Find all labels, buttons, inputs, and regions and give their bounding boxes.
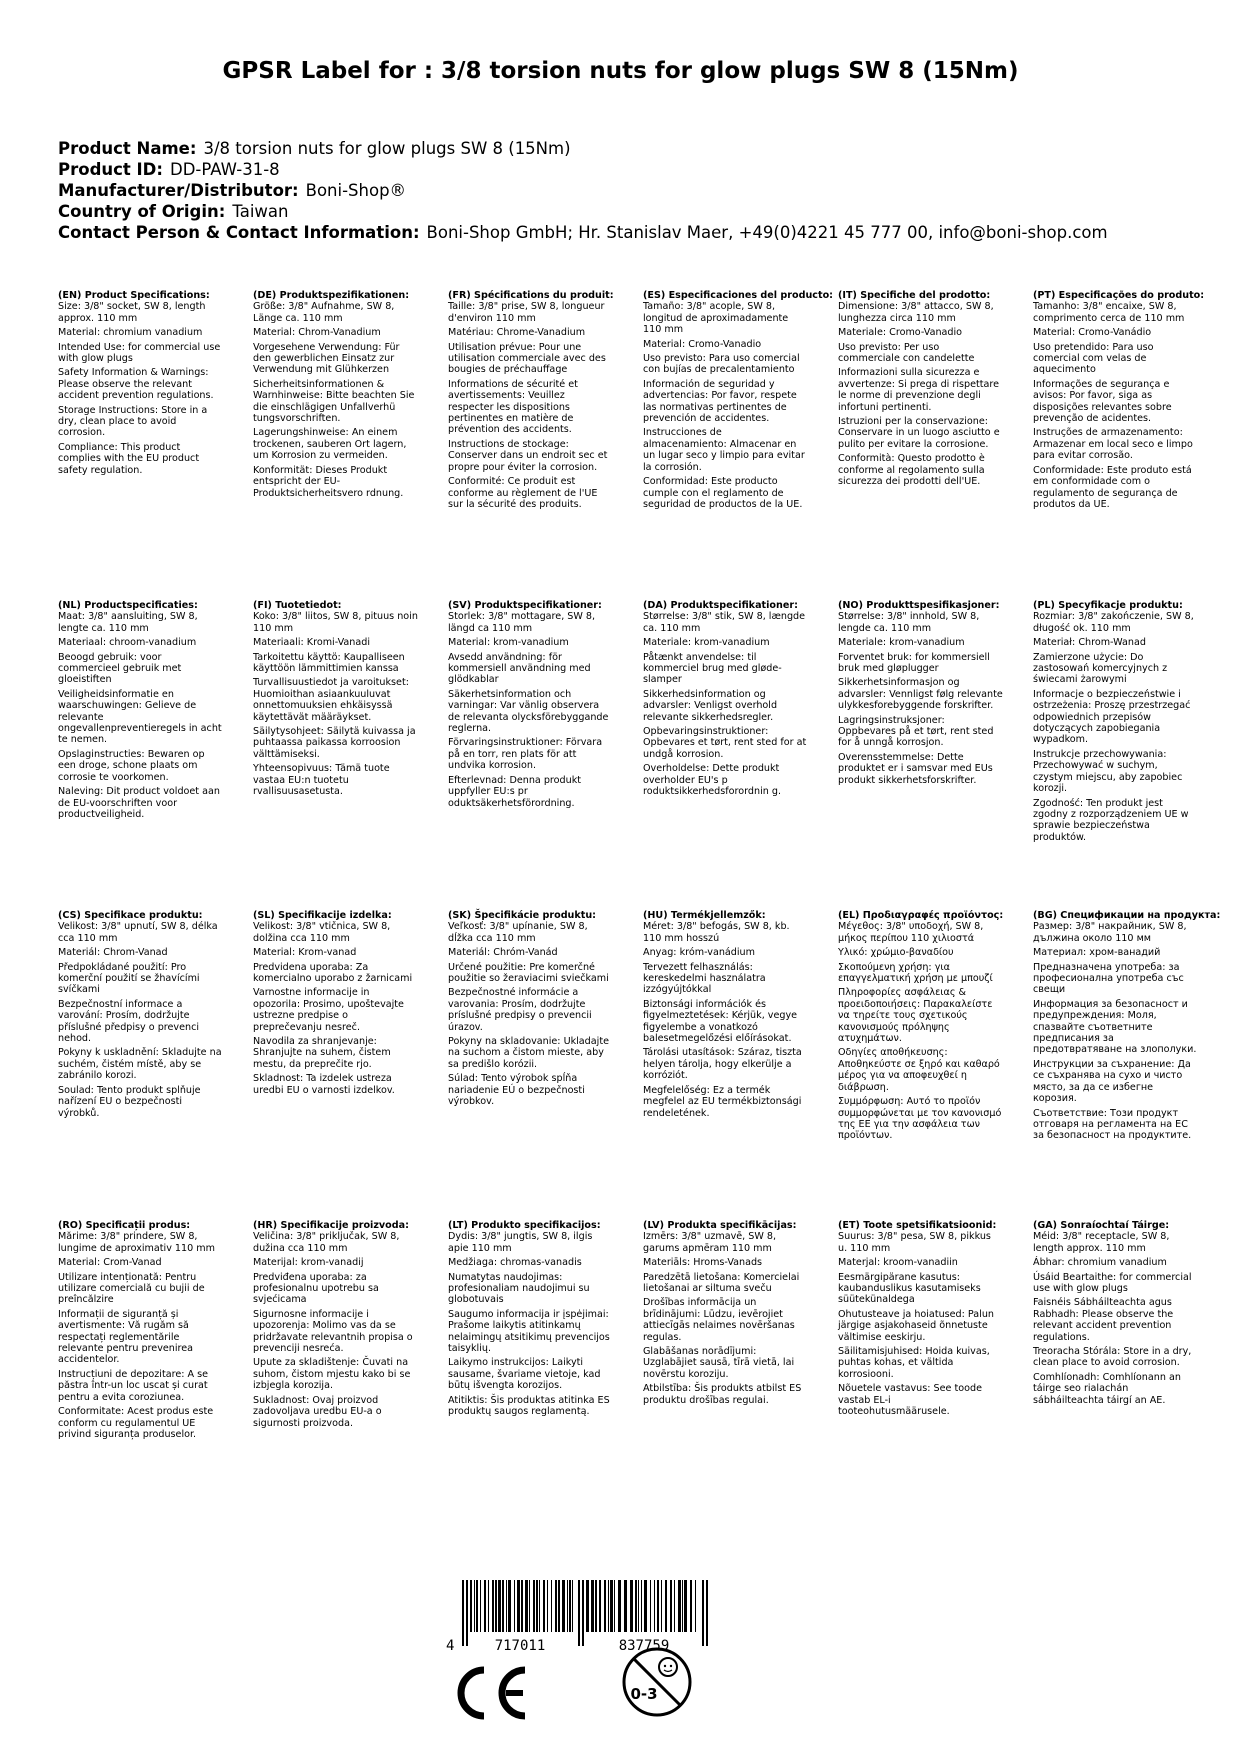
barcode-bar [466, 1580, 468, 1646]
spec-paragraph: Utilizare intenționată: Pentru utilizare comercială cu bujii de preîncălzire [58, 1271, 205, 1306]
barcode-bar [650, 1580, 651, 1632]
spec-paragraph: Turvallisuustiedot ja varoitukset: Huomioithan asiaankuuluvat onnettomuuksien ehkäisyssä käytettävät määräykset. [253, 677, 409, 723]
spec-heading: (HU) Termékjellemzők: [643, 910, 766, 921]
info-value: Boni-Shop GmbH; Hr. Stanislav Maer, +49(0)4221 45 777 00, info@boni-shop.com [426, 223, 1108, 242]
spec-paragraph: Μέγεθος: 3/8" υποδοχή, SW 8, μήκος περίπου 110 χιλιοστά [838, 921, 984, 944]
spec-heading: (FR) Spécifications du produit: [448, 290, 614, 301]
spec-paragraph: Matériau: Chrome-Vanadium [448, 327, 586, 339]
spec-paragraph: Istruzioni per la conservazione: Conservare in un luogo asciutto e pulito per evitare la corrosione. [838, 416, 1000, 450]
info-value: Boni-Shop® [305, 181, 407, 200]
barcode-bar [614, 1580, 615, 1632]
spec-paragraph: Materiale: krom-vanadium [643, 637, 770, 649]
barcode-bar [539, 1580, 540, 1632]
spec-heading: (CS) Specifikace produktu: [58, 910, 203, 921]
spec-paragraph: Materijal: krom-vanadij [253, 1257, 364, 1269]
spec-paragraph: Soulad: Tento produkt splňuje nařízení EU o bezpečnosti výrobků. [58, 1084, 201, 1119]
spec-paragraph: Veľkosť: 3/8" upínanie, SW 8, dĺžka cca 110 mm [448, 921, 588, 944]
spec-paragraph: Material: Cromo-Vanadio [643, 338, 762, 350]
spec-paragraph: Veiligheidsinformatie en waarschuwingen: Gelieve de relevante ongevallenpreventieregels in acht te nemen. [58, 688, 222, 746]
spec-paragraph: Påtænkt anvendelse: til kommerciel brug med glødeslamper [643, 651, 782, 686]
spec-paragraph: Utilisation prévue: Pour une utilisation commerciale avec des bougies de préchauffage [448, 341, 606, 376]
info-row-product-name [58, 138, 1108, 159]
spec-paragraph: Zgodność: Ten produkt jest zgodny z rozporządzeniem UE w sprawie bezpieczeństwa produktów. [1033, 797, 1189, 843]
spec-paragraph: Predviđena uporaba: za profesionalnu upotrebu sa svjećicama [253, 1271, 379, 1306]
spec-column [643, 910, 808, 1122]
spec-paragraph: Atbilstība: Šis produkts atbilst ES produktu drošības regulai. [643, 1383, 802, 1406]
barcode-bar [678, 1580, 681, 1632]
spec-paragraph: Instrucțiuni de depozitare: A se păstra într-un loc uscat și curat pentru a evita coroziunea. [58, 1368, 209, 1403]
spec-column [448, 600, 613, 812]
barcode-bar [480, 1580, 481, 1632]
barcode-bar [551, 1580, 552, 1632]
spec-paragraph: Material: krom-vanadium [448, 637, 569, 649]
spec-column [448, 1220, 613, 1421]
spec-paragraph: Lagringsinstruksjoner: Oppbevares på et tørt, rent sted for å unngå korrosjon. [838, 714, 994, 749]
barcode-bar [661, 1580, 662, 1632]
spec-paragraph: Tarkoitettu käyttö: Kaupalliseen käyttöön lämmittimien kanssa [253, 651, 405, 675]
spec-paragraph: Biztonsági információk és figyelmeztetések: Kérjük, vegye figyelembe a vonatkozó balesetmegelőzési előírásokat. [643, 998, 798, 1045]
barcode-bar [547, 1580, 548, 1632]
spec-paragraph: Información de seguridad y advertencias: Por favor, respete las normativas pertinentes de prevención de accidentes. [643, 378, 797, 425]
barcode-bar [492, 1580, 494, 1632]
barcode-bar [569, 1580, 571, 1632]
spec-paragraph: Uso previsto: Para uso comercial con bujías de precalentamiento [643, 353, 800, 376]
spec-paragraph: Tervezett felhasználás: kereskedelmi használatra izzógyújtókkal [643, 961, 766, 996]
spec-paragraph: Conformidade: Este produto está em conformidade com o regulamento de segurança de produtos da UE. [1033, 464, 1192, 510]
spec-paragraph: Mărime: 3/8" prindere, SW 8, lungime de aproximativ 110 mm [58, 1231, 215, 1254]
barcode-bar [506, 1580, 507, 1632]
spec-paragraph: Materjal: kroom-vanadiin [838, 1257, 958, 1269]
spec-paragraph: Предназначена употреба: за професионална употреба със свещи [1033, 961, 1184, 996]
spec-paragraph: Material: Crom-Vanad [58, 1257, 162, 1269]
spec-column [253, 600, 418, 801]
spec-paragraph: Méret: 3/8" befogás, SW 8, kb. 110 mm hosszú [643, 921, 790, 944]
spec-paragraph: Bezpečnostní informace a varování: Prosím, dodržujte příslušné předpisy o prevenci nehod. [58, 998, 200, 1045]
spec-heading: (SV) Produktspecifikationer: [448, 600, 602, 611]
spec-paragraph: Drošības informācija un brīdinājumi: Lūdzu, ievērojiet attiecīgās nelaimes novēršanas regulas. [643, 1297, 795, 1343]
spec-column [838, 290, 1003, 491]
barcode-bar [488, 1580, 489, 1632]
spec-paragraph: Sukladnost: Ovaj proizvod zadovoljava uredbu EU-a o sigurnosti proizvoda. [253, 1394, 382, 1429]
barcode-bar [529, 1580, 530, 1632]
spec-heading: (SK) Špecifikácie produktu: [448, 910, 597, 921]
spec-heading: (PT) Especificações do produto: [1033, 290, 1205, 301]
info-value: DD-PAW-31-8 [169, 160, 280, 179]
barcode-bar [670, 1580, 672, 1632]
spec-paragraph: Forventet bruk: for kommersiell bruk med gløplugger [838, 651, 990, 675]
barcode-bar [508, 1580, 511, 1632]
spec-paragraph: Úsáid Beartaithe: for commercial use with glow plugs [1033, 1271, 1192, 1295]
barcode-bar [495, 1580, 497, 1632]
barcode-bar [582, 1580, 584, 1646]
spec-paragraph: Vorgesehene Verwendung: Für den gewerblichen Einsatz zur Verwendung mit Glühkerzen [253, 341, 400, 376]
info-label: Product ID: [58, 160, 163, 179]
barcode-bar [702, 1580, 704, 1646]
spec-paragraph: Overholdelse: Dette produkt overholder EU's p roduktsikkerhedsforordnin g. [643, 763, 782, 798]
barcode-bar [604, 1580, 606, 1632]
spec-paragraph: Atitiktis: Šis produktas atitinka ES produktų saugos reglamentą. [448, 1394, 610, 1418]
barcode-bar [595, 1580, 597, 1632]
spec-paragraph: Numatytas naudojimas: profesionaliam naudojimui su globotuvais [448, 1271, 590, 1306]
barcode-bar [543, 1580, 545, 1632]
barcode-bar [533, 1580, 535, 1632]
barcode-bar [610, 1580, 613, 1632]
spec-paragraph: Conformité: Ce produit est conforme au règlement de l'UE sur la sécurité des produits. [448, 476, 598, 510]
spec-paragraph: Material: Chrom-Vanadium [253, 327, 381, 339]
spec-paragraph: Velikost: 3/8" upnutí, SW 8, délka cca 110 mm [58, 921, 218, 944]
spec-paragraph: Beoogd gebruik: voor commercieel gebruik met gloeistiften [58, 651, 182, 686]
spec-paragraph: Sigurnosne informacije i upozorenja: Molimo vas da se pridržavate relevantnih propisa o prevenciji nesreća. [253, 1308, 413, 1355]
spec-column [1033, 600, 1198, 846]
spec-paragraph: Säilitamisjuhised: Hoida kuivas, puhtas kohas, et vältida korrosiooni. [838, 1346, 990, 1380]
spec-paragraph: Ohutusteave ja hoiatused: Palun järgige asjakohaseid õnnetuste vältimise eeskirju. [838, 1308, 994, 1343]
spec-paragraph: Varnostne informacije in opozorila: Prosimo, upoštevajte ustrezne predpise o preprečevanju nesreč. [253, 987, 404, 1033]
spec-column [58, 290, 223, 479]
spec-paragraph: Laikymo instrukcijos: Laikyti sausame, švariame vietoje, kad būtų išvengta korozijos. [448, 1357, 601, 1392]
spec-heading: (LV) Produkta specifikācijas: [643, 1220, 797, 1231]
spec-column [253, 1220, 418, 1432]
spec-paragraph: Συμμόρφωση: Αυτό το προϊόν συμμορφώνεται με τον κανονισμό της ΕΕ για την ασφάλεια των προϊόντων. [838, 1096, 1002, 1142]
spec-column [448, 910, 613, 1111]
spec-paragraph: Medžiaga: chromas-vanadis [448, 1257, 582, 1269]
barcode-bar [599, 1580, 601, 1632]
info-row-manufacturer [58, 180, 1108, 201]
spec-column [1033, 910, 1221, 1145]
age-label: 0-3 [630, 1685, 658, 1703]
spec-paragraph: Súlad: Tento výrobok spĺňa nariadenie EÚ o bezpečnosti výrobkov. [448, 1073, 585, 1108]
page-title: GPSR Label for : 3/8 torsion nuts for glow plugs SW 8 (15Nm) [222, 58, 1019, 84]
spec-grid [58, 290, 1238, 1530]
barcode-bar [682, 1580, 683, 1632]
spec-paragraph: Πληροφορίες ασφάλειας & προειδοποιήσεις: Παρακαλείστε να τηρείτε τους σχετικούς κανονισμούς πρόληψης ατυχημάτων. [838, 987, 993, 1045]
barcode-bar [555, 1580, 557, 1632]
spec-column [253, 910, 418, 1099]
spec-paragraph: Intended Use: for commercial use with glow plugs [58, 341, 221, 365]
ce-mark-icon [450, 1664, 532, 1722]
spec-paragraph: Tamaño: 3/8" acople, SW 8, longitud de aproximadamente 110 mm [643, 301, 789, 336]
spec-heading: (DE) Produktspezifikationen: [253, 290, 410, 301]
spec-heading: (LT) Produkto specifikacijos: [448, 1220, 601, 1231]
spec-paragraph: Opbevaringsinstruktioner: Opbevares et tørt, rent sted for at undgå korrosion. [643, 726, 807, 760]
spec-paragraph: Size: 3/8" socket, SW 8, length approx. 110 mm [58, 301, 206, 324]
spec-heading: (NL) Productspecificaties: [58, 600, 198, 611]
spec-paragraph: Taille: 3/8" prise, SW 8, longueur d'environ 110 mm [448, 301, 605, 324]
info-label: Country of Origin: [58, 202, 226, 221]
barcode-bar [638, 1580, 639, 1632]
info-label: Product Name: [58, 139, 197, 158]
spec-paragraph: Uso pretendido: Para uso comercial com velas de aquecimento [1033, 341, 1154, 376]
spec-paragraph: Předpokládané použití: Pro komerční použití se žhavícími svíčkami [58, 961, 200, 996]
spec-paragraph: Förvaringsinstruktioner: Förvara på en torr, ren plats för att undvika korrosion. [448, 737, 603, 772]
spec-paragraph: Instructions de stockage: Conserver dans un endroit sec et propre pour éviter la corrosion. [448, 438, 608, 473]
spec-paragraph: Informații de siguranță și avertismente: Vă rugăm să respectați reglementările relevante pentru prevenirea accidentelor. [58, 1308, 194, 1366]
spec-paragraph: Treoracha Stórála: Store in a dry, clean place to avoid corrosion. [1033, 1346, 1192, 1369]
spec-column [58, 910, 223, 1122]
barcode-bar [591, 1580, 594, 1632]
spec-paragraph: Materiale: Cromo-Vanadio [838, 327, 963, 339]
spec-paragraph: Materiál: Chrom-Vanad [58, 947, 168, 959]
spec-paragraph: Съответствие: Този продукт отговаря на регламента на ЕС за безопасност на продуктите. [1033, 1107, 1192, 1142]
spec-paragraph: Nõuetele vastavus: See toode vastab EL-i tooteohutusmäärusele. [838, 1383, 982, 1418]
spec-column [58, 600, 223, 823]
spec-paragraph: Lagerungshinweise: An einem trockenen, sauberen Ort lagern, um Korrosion zu vermeiden. [253, 427, 407, 462]
barcode-bar [695, 1580, 696, 1632]
spec-heading: (ES) Especificaciones del producto: [643, 290, 834, 301]
spec-paragraph: Efterlevnad: Denna produkt uppfyller EU:s pr oduktsäkerhetsförordning. [448, 774, 582, 809]
spec-column [58, 1220, 223, 1443]
spec-paragraph: Размер: 3/8" накрайник, SW 8, дължина около 110 мм [1033, 921, 1187, 944]
spec-paragraph: Paredzētā lietošana: Komercielai lietošanai ar siltuma sveču [643, 1271, 800, 1295]
spec-column [448, 290, 613, 513]
spec-paragraph: Storlek: 3/8" mottagare, SW 8, längd ca 110 mm [448, 611, 596, 634]
spec-band [58, 1220, 1238, 1530]
info-label: Manufacturer/Distributor: [58, 181, 299, 200]
barcode-bar [690, 1580, 692, 1632]
barcode-bar [654, 1580, 655, 1632]
spec-heading: (HR) Specifikacije proizvoda: [253, 1220, 409, 1231]
spec-band [58, 290, 1238, 600]
spec-column [253, 290, 418, 502]
spec-heading: (GA) Sonraíochtaí Táirge: [1033, 1220, 1170, 1231]
spec-column [643, 290, 834, 513]
barcode-bar [525, 1580, 528, 1632]
barcode-bar [521, 1580, 523, 1632]
spec-paragraph: Suurus: 3/8" pesa, SW 8, pikkus u. 110 mm [838, 1231, 991, 1254]
spec-paragraph: Upute za skladištenje: Čuvati na suhom, čistom mjestu kako bi se izbjegla korozija. [253, 1357, 411, 1392]
spec-paragraph: Material: Krom-vanad [253, 947, 357, 959]
spec-column [1033, 1220, 1198, 1409]
barcode-bar [572, 1580, 573, 1632]
spec-paragraph: Sikkerhetsinformasjon og advarsler: Vennligst følg relevante ulykkesforebyggende forskrifter. [838, 677, 1003, 712]
info-row-product-id [58, 159, 1108, 180]
barcode-bar [586, 1580, 589, 1632]
spec-paragraph: Anyag: króm-vanádium [643, 947, 755, 959]
spec-paragraph: Informacje o bezpieczeństwie i ostrzeżenia: Proszę przestrzegać odpowiednich przepisów dotyczących zapobiegania wypadkom. [1033, 688, 1191, 746]
spec-paragraph: Instrukcje przechowywania: Przechowywać w suchym, czystym miejscu, aby zapobiec korozji. [1033, 748, 1183, 795]
spec-paragraph: Материал: хром-ванадий [1033, 947, 1161, 959]
spec-column [838, 1220, 1003, 1421]
spec-paragraph: Veličina: 3/8" priključak, SW 8, dužina cca 110 mm [253, 1231, 400, 1254]
barcode-bar [462, 1580, 464, 1646]
barcode-bar [578, 1580, 580, 1646]
spec-paragraph: Conformitate: Acest produs este conform cu regulamentul UE privind siguranța produselor. [58, 1406, 214, 1440]
spec-heading: (NO) Produkttspesifikasjoner: [838, 600, 1000, 611]
barcode-bar [517, 1580, 520, 1632]
barcode-bar [618, 1580, 621, 1632]
spec-paragraph: Materiaal: chroom-vanadium [58, 637, 197, 649]
barcode-bar [514, 1580, 515, 1632]
barcode-bar [567, 1580, 568, 1632]
spec-paragraph: Opslaginstructies: Bewaren op een droge, schone plaats om corrosie te voorkomen. [58, 748, 205, 783]
spec-paragraph: Overensstemmelse: Dette produktet er i samsvar med EUs produkt sikkerhetsforskrifter. [838, 751, 993, 786]
product-info [58, 138, 1108, 243]
spec-paragraph: Safety Information & Warnings: Please observe the relevant accident prevention regulations. [58, 367, 214, 402]
spec-heading: (FI) Tuotetiedot: [253, 600, 342, 611]
spec-heading: (EL) Προδιαγραφές προϊόντος: [838, 910, 1004, 921]
spec-paragraph: Saugumo informacija ir įspėjimai: Prašome laikytis atitinkamų nelaimingų atsitikimų prevencijos taisyklių. [448, 1308, 610, 1355]
barcode-bar [484, 1580, 486, 1632]
spec-heading: (SL) Specifikacije izdelka: [253, 910, 392, 921]
barcode-bar [635, 1580, 637, 1632]
spec-paragraph: Skladnost: Ta izdelek ustreza uredbi EU o varnosti izdelkov. [253, 1073, 395, 1096]
info-value: 3/8 torsion nuts for glow plugs SW 8 (15Nm) [203, 139, 571, 158]
spec-paragraph: Instruções de armazenamento: Armazenar em local seco e limpo para evitar corrosão. [1033, 427, 1193, 462]
spec-paragraph: Compliance: This product complies with the EU product safety regulation. [58, 441, 200, 476]
spec-paragraph: Größe: 3/8" Aufnahme, SW 8, Länge ca. 110 mm [253, 301, 395, 324]
spec-paragraph: Størrelse: 3/8" innhold, SW 8, lengde ca. 110 mm [838, 611, 980, 634]
spec-paragraph: Информация за безопасност и предупреждения: Моля, спазвайте съответните предписания за предотвратяване на злополуки. [1033, 998, 1197, 1056]
spec-paragraph: Storage Instructions: Store in a dry, clean place to avoid corrosion. [58, 404, 208, 439]
spec-heading: (RO) Specificații produs: [58, 1220, 191, 1231]
spec-paragraph: Dydis: 3/8" jungtis, SW 8, ilgis apie 110 mm [448, 1231, 593, 1254]
spec-paragraph: Predvidena uporaba: Za komercialno uporabo z žarnicami [253, 961, 413, 985]
spec-paragraph: Pokyny k uskladnění: Skladujte na suchém, čistém místě, aby se zabránilo korozi. [58, 1047, 222, 1082]
spec-paragraph: Velikost: 3/8" vtičnica, SW 8, dolžina cca 110 mm [253, 921, 391, 944]
spec-paragraph: Sikkerhedsinformation og advarsler: Venligst overhold relevante sikkerhedsregler. [643, 688, 778, 723]
spec-paragraph: Eesmärgipärane kasutus: kaubanduslikus kasutamiseks süütekünaldega [838, 1271, 981, 1306]
barcode-bar [470, 1580, 472, 1632]
spec-paragraph: Faisnéis Sábháilteachta agus Rabhadh: Please observe the relevant accident prevention regulations. [1033, 1297, 1174, 1343]
spec-paragraph: Avsedd användning: för kommersiell användning med glödkablar [448, 651, 591, 686]
spec-paragraph: Σκοπούμενη χρήση: για επαγγελματική χρήση με μπουζί [838, 961, 993, 985]
spec-column [643, 1220, 808, 1409]
spec-band [58, 910, 1238, 1220]
spec-paragraph: Οδηγίες αποθήκευσης: Αποθηκεύστε σε ξηρό και καθαρό μέρος για να αποφευχθεί η διάβρωση. [838, 1047, 1000, 1093]
spec-paragraph: Ábhar: chromium vanadium [1033, 1257, 1167, 1269]
barcode-bar [657, 1580, 659, 1632]
spec-paragraph: Instrucciones de almacenamiento: Almacenar en un lugar seco y limpio para evitar la corrosión. [643, 427, 805, 473]
barcode-bar [641, 1580, 642, 1632]
spec-paragraph: Materiał: Chrom-Wanad [1033, 637, 1146, 649]
spec-paragraph: Méid: 3/8" receptacle, SW 8, length approx. 110 mm [1033, 1231, 1170, 1254]
spec-paragraph: Υλικό: χρώμιο-βαναδίου [838, 947, 954, 959]
barcode-bar [684, 1580, 687, 1632]
spec-paragraph: Material: chromium vanadium [58, 327, 203, 339]
spec-paragraph: Инструкции за съхранение: Да се съхранява на сухо и чисто място, за да се избегне корозия. [1033, 1058, 1191, 1105]
spec-heading: (BG) Спецификации на продукта: [1033, 910, 1221, 921]
spec-paragraph: Určené použitie: Pre komerčné použitie so žeraviacimi sviečkami [448, 961, 609, 985]
spec-paragraph: Informações de segurança e avisos: Por favor, siga as disposições relevantes sobre prevenção de acidentes. [1033, 378, 1172, 425]
spec-column [838, 910, 1003, 1145]
spec-heading: (ET) Toote spetsifikatsioonid: [838, 1220, 997, 1231]
barcode-icon [440, 1580, 740, 1654]
barcode-bar [474, 1580, 475, 1632]
spec-band [58, 600, 1238, 910]
spec-paragraph: Sicherheitsinformationen & Warnhinweise: Bitte beachten Sie die einschlägigen Unfallverhü tungsvorschriften. [253, 378, 415, 425]
spec-paragraph: Säilytysohjeet: Säilytä kuivassa ja puhtaassa paikassa korroosion välttämiseksi. [253, 726, 416, 760]
spec-paragraph: Uso previsto: Per uso commerciale con candelette [838, 341, 975, 365]
barcode-bar [536, 1580, 538, 1632]
barcode-bar [674, 1580, 675, 1632]
spec-paragraph: Materiaali: Kromi-Vanadi [253, 637, 371, 649]
spec-paragraph: Materiāls: Hroms-Vanads [643, 1257, 763, 1269]
barcode-bar [624, 1580, 627, 1632]
info-row-country [58, 201, 1108, 222]
spec-paragraph: Materiale: krom-vanadium [838, 637, 965, 649]
barcode-digits: 837759 [618, 1638, 670, 1654]
info-value: Taiwan [232, 202, 289, 221]
spec-column [1033, 290, 1205, 513]
barcode-bar [706, 1580, 708, 1646]
spec-paragraph: Conformità: Questo prodotto è conforme al regolamento sulla sicurezza dei prodotti dell'UE. [838, 453, 985, 488]
barcode-digits: 717011 [494, 1638, 546, 1654]
spec-paragraph: Materiál: Chróm-Vanád [448, 947, 558, 959]
spec-paragraph: Maat: 3/8" aansluiting, SW 8, lengte ca. 110 mm [58, 611, 198, 634]
barcode-digits: 4 [446, 1638, 455, 1654]
spec-column [838, 600, 1003, 789]
spec-paragraph: Informazioni sulla sicurezza e avvertenze: Si prega di rispettare le norme di prevenzione degli infortuni pertinenti. [838, 367, 1000, 413]
spec-paragraph: Zamierzone użycie: Do zastosowań komercyjnych z świecami żarowymi [1033, 651, 1168, 686]
spec-paragraph: Megfelelőség: Ez a termék megfelel az EU termékbiztonsági rendeletének. [643, 1084, 802, 1119]
barcode-bar [644, 1580, 647, 1632]
spec-paragraph: Navodila za shranjevanje: Shranjujte na suhem, čistem mestu, da preprečite rjo. [253, 1036, 391, 1070]
spec-paragraph: Tamanho: 3/8" encaixe, SW 8, comprimento cerca de 110 mm [1033, 301, 1185, 324]
spec-paragraph: Naleving: Dit product voldoet aan de EU-voorschriften voor productveiligheid. [58, 786, 220, 820]
barcode-bar [630, 1580, 633, 1632]
spec-paragraph: Tárolási utasítások: Száraz, tiszta helyen tárolja, hogy elkerülje a korróziót. [643, 1047, 802, 1082]
spec-paragraph: Størrelse: 3/8" stik, SW 8, længde ca. 110 mm [643, 611, 806, 634]
info-label: Contact Person & Contact Information: [58, 223, 420, 242]
spec-paragraph: Pokyny na skladovanie: Ukladajte na suchom a čistom mieste, aby sa predišlo korózii. [448, 1036, 609, 1070]
spec-paragraph: Conformidad: Este producto cumple con el reglamento de seguridad de productos de la UE. [643, 476, 803, 510]
spec-paragraph: Glabāšanas norādījumi: Uzglabājiet sausā, tīrā vietā, lai novērstu koroziju. [643, 1346, 795, 1380]
spec-paragraph: Material: Cromo-Vanádio [1033, 327, 1152, 339]
barcode-bar [476, 1580, 478, 1632]
spec-paragraph: Rozmiar: 3/8" zakończenie, SW 8, długość ok. 110 mm [1033, 611, 1194, 634]
spec-heading: (DA) Produktspecifikationer: [643, 600, 798, 611]
barcode-bar [558, 1580, 560, 1632]
spec-paragraph: Izmērs: 3/8" uzmavē, SW 8, garums apmēram 110 mm [643, 1231, 777, 1254]
spec-column [643, 600, 808, 801]
barcode-bar [608, 1580, 609, 1632]
barcode-bar [498, 1580, 501, 1632]
age-warning-icon [620, 1645, 694, 1719]
spec-heading: (PL) Specyfikacje produktu: [1033, 600, 1183, 611]
barcode-bar [502, 1580, 504, 1632]
spec-paragraph: Comhlíonadh: Comhlíonann an táirge seo rialachán sábháilteachta táirgí an AE. [1033, 1371, 1181, 1406]
spec-heading: (IT) Specifiche del prodotto: [838, 290, 991, 301]
spec-paragraph: Koko: 3/8" liitos, SW 8, pituus noin 110 mm [253, 611, 418, 634]
spec-paragraph: Konformität: Dieses Produkt entspricht der EU-Produktsicherheitsvero rdnung. [253, 464, 404, 499]
spec-heading: (EN) Product Specifications: [58, 290, 210, 301]
spec-paragraph: Säkerhetsinformation och varningar: Var vänlig observera de relevanta olycksförebyggande reglerna. [448, 688, 609, 735]
spec-paragraph: Dimensione: 3/8" attacco, SW 8, lunghezza circa 110 mm [838, 301, 994, 324]
info-row-contact [58, 222, 1108, 243]
spec-paragraph: Informations de sécurité et avertissements: Veuillez respecter les dispositions pertinentes en matière de prévention des accidents. [448, 378, 578, 436]
barcode-bar [665, 1580, 667, 1632]
spec-paragraph: Bezpečnostné informácie a varovania: Prosím, dodržujte príslušné predpisy o prevencii úrazov. [448, 987, 592, 1033]
spec-paragraph: Yhteensopivuus: Tämä tuote vastaa EU:n tuotetu rvallisuusasetusta. [253, 763, 390, 798]
barcode-bar [562, 1580, 565, 1632]
